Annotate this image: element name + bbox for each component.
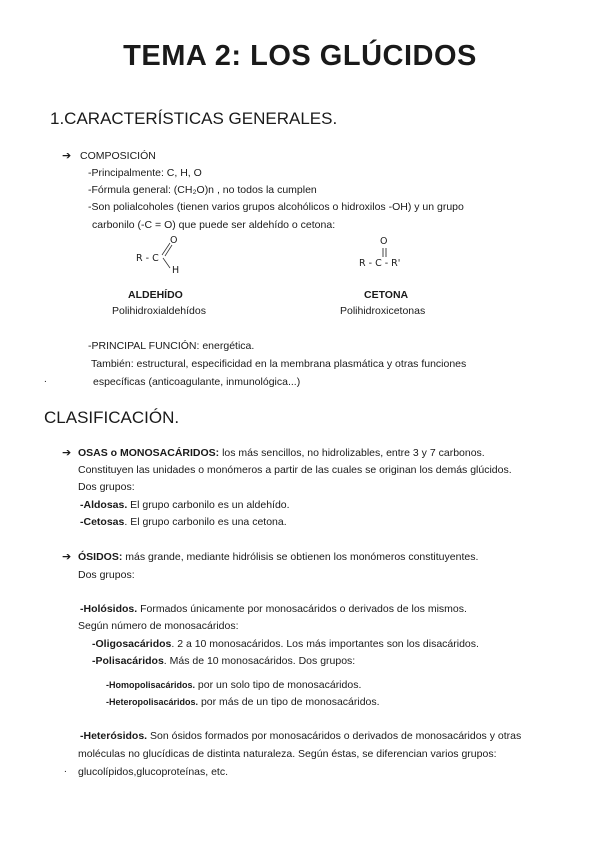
composicion-line-3a: -Son polialcoholes (tienen varios grupos alcohólicos o hidroxilos -OH) y un grupo [88, 201, 464, 213]
composicion-line-1: -Principalmente: C, H, O [88, 167, 202, 179]
arrow-icon: ➔ [62, 150, 72, 162]
osas-line-3: Dos grupos: [78, 481, 135, 493]
cetona-oxygen: O [380, 236, 388, 247]
oligosacaridos-line: -Oligosacáridos. 2 a 10 monosacáridos. Los más importantes son los disacáridos. [92, 638, 479, 650]
heterosidos-line-3: glucolípidos,glucoproteínas, etc. [78, 766, 229, 778]
stray-dot: . [64, 764, 67, 775]
tambien-line-a: También: estructural, especificidad en la membrana plasmática y otras funciones [91, 358, 467, 370]
composicion-label: COMPOSICIÓN [80, 150, 156, 162]
holosidos-line: -Holósidos. Formados únicamente por monosacáridos o derivados de los mismos. [80, 603, 467, 615]
cetona-name: CETONA [364, 289, 409, 301]
heterosidos-line-2: moléculas no glucídicas de distinta naturaleza. Según éstas, se diferencian varios grupos: [78, 748, 497, 760]
aldehido-rc: R - C [136, 253, 159, 264]
osas-line-2: Constituyen las unidades o monómeros a partir de las cuales se originan los demás glúcidos. [78, 464, 512, 476]
cetona-desc: Polihidroxicetonas [340, 305, 426, 317]
heteropolisacaridos-line: -Heteropolisacáridos. por más de un tipo de monosacáridos. [106, 696, 380, 708]
homopolisacaridos-line: -Homopolisacáridos. por un solo tipo de monosacáridos. [106, 679, 362, 691]
heterosidos-line-1: -Heterósidos. Son ósidos formados por monosacáridos o derivados de monosacáridos y otras [80, 730, 522, 742]
arrow-icon: ➔ [62, 551, 72, 563]
section-heading-caracteristicas: 1.CARACTERÍSTICAS GENERALES. [50, 109, 338, 128]
aldehido-desc: Polihidroxialdehídos [112, 305, 206, 317]
aldehido-oxygen: O [170, 235, 178, 246]
composicion-line-3b: carbonilo (-C = O) que puede ser aldehído o cetona: [92, 219, 336, 231]
cetona-formula: R - C - R' [359, 258, 401, 269]
osas-line-1: OSAS o MONOSACÁRIDOS: los más sencillos, no hidrolizables, entre 3 y 7 carbonos. [78, 447, 485, 459]
arrow-icon: ➔ [62, 447, 72, 459]
aldosas-line: -Aldosas. El grupo carbonilo es un aldehído. [80, 499, 290, 511]
page-title: TEMA 2: LOS GLÚCIDOS [123, 40, 477, 72]
osidos-line-1: ÓSIDOS: más grande, mediante hidrólisis se obtienen los monómeros constituyentes. [78, 551, 479, 563]
funcion-line: -PRINCIPAL FUNCIÓN: energética. [88, 340, 255, 352]
polisacaridos-line: -Polisacáridos. Más de 10 monosacáridos. Dos grupos: [92, 655, 356, 667]
osidos-line-2: Dos grupos: [78, 569, 135, 581]
aldehido-name: ALDEHÍDO [128, 289, 183, 301]
section-heading-clasificacion: CLASIFICACIÓN. [44, 408, 180, 427]
stray-dot: . [44, 374, 47, 385]
cetosas-line: -Cetosas. El grupo carbonilo es una cetona. [80, 516, 287, 528]
composicion-line-2: -Fórmula general: (CH₂O)n , no todos la cumplen [88, 184, 317, 196]
segun-line: Según número de monosacáridos: [78, 620, 239, 632]
aldehido-hydrogen: H [172, 265, 180, 276]
tambien-line-b: específicas (anticoagulante, inmunológica...) [93, 376, 301, 388]
